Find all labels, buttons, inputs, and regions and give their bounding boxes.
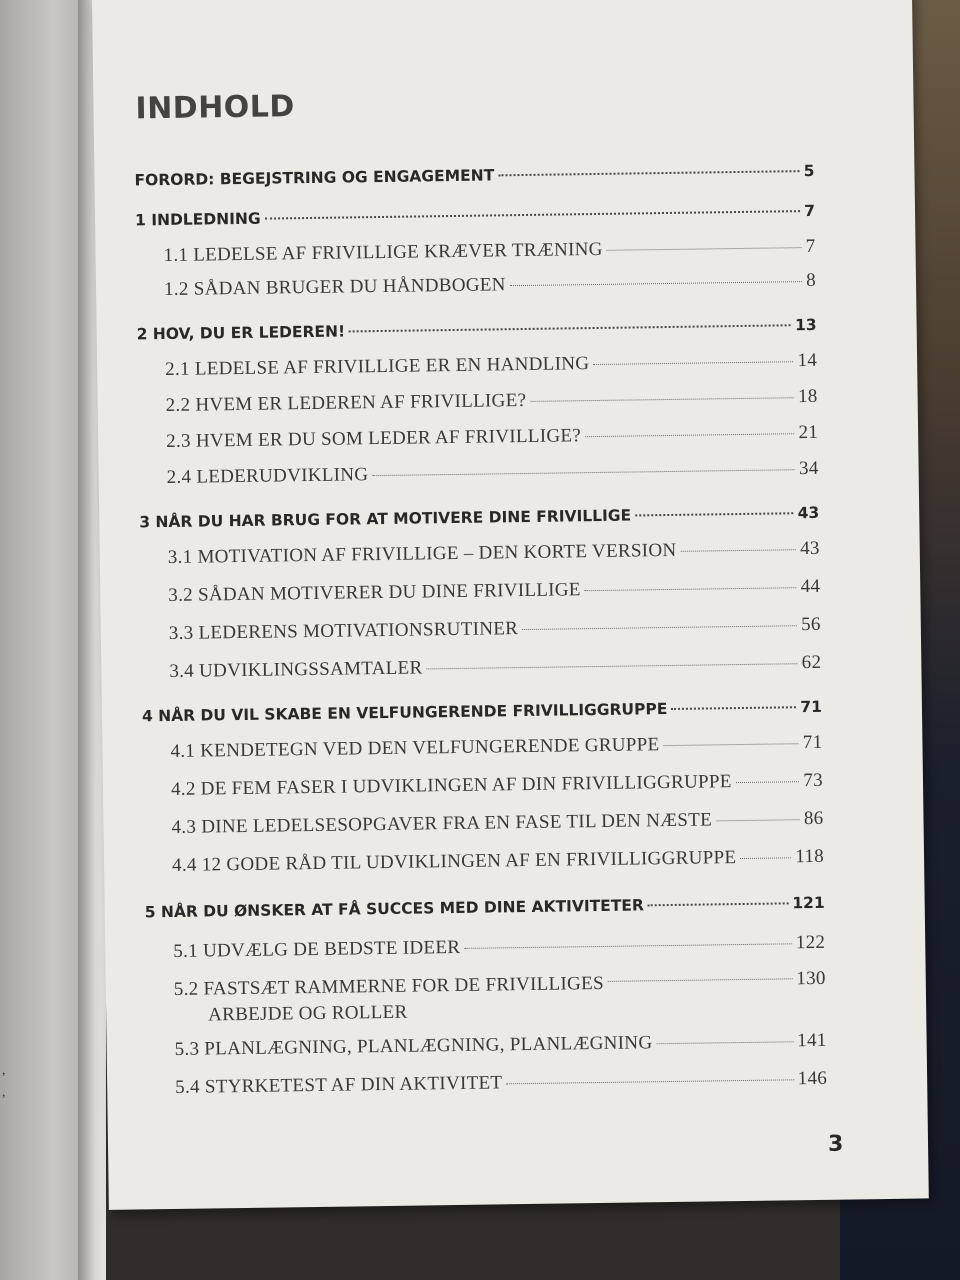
left-page-fragment-line: , <box>2 1063 6 1078</box>
dot-leader <box>635 512 794 516</box>
toc-entry-label: 4.3 DINE LEDELSESOPGAVER FRA EN FASE TIL DEN NÆSTE <box>171 809 713 838</box>
toc-entry-page: 56 <box>801 613 821 636</box>
toc-entry-label: 1.1 LEDELSE AF FRIVILLIGE KRÆVER TRÆNING <box>163 238 603 267</box>
toc-entry-section-3-1 <box>168 538 820 569</box>
toc-entry-page: 18 <box>797 385 818 408</box>
toc-entry-chapter-3 <box>139 504 819 531</box>
toc-entry-label: FORORD: BEGEJSTRING OG ENGAGEMENT <box>134 166 495 190</box>
toc-entry-label: 4.2 DE FEM FASER I UDVIKLINGEN AF DIN FRIVILLIGGRUPPE <box>170 771 732 800</box>
toc-entry-page: 14 <box>797 349 818 372</box>
dot-leader <box>736 781 800 783</box>
toc-entry-page: 118 <box>795 845 825 868</box>
toc-entry-section-5-1 <box>173 932 825 963</box>
dot-leader <box>740 857 791 859</box>
dot-leader <box>464 943 792 949</box>
page-title: INDHOLD <box>135 89 296 127</box>
toc-entry-label: 2.4 LEDERUDVIKLING <box>166 464 369 489</box>
toc-entry-page: 8 <box>806 269 817 292</box>
left-page-fragment-line: , <box>2 1085 6 1100</box>
toc-entry-page: 5 <box>803 161 815 181</box>
dot-leader <box>593 361 793 365</box>
toc-entry-label: 3.2 SÅDAN MOTIVERER DU DINE FRIVILLIGE <box>168 579 581 606</box>
toc-entry-section-5-2 <box>174 968 827 1029</box>
toc-entry-section-2-4 <box>167 458 819 489</box>
toc-entry-label: 2 HOV, DU ER LEDEREN! <box>136 322 346 344</box>
dot-leader <box>716 819 800 821</box>
toc-entry-section-3-3 <box>169 614 821 645</box>
toc-entry-page: 71 <box>800 697 823 717</box>
toc-entry-section-4-2 <box>171 770 823 801</box>
toc-entry-page: 122 <box>795 931 826 954</box>
toc-entry-chapter-1 <box>135 202 815 229</box>
dot-leader <box>648 902 788 906</box>
toc-entry-label: 2.1 LEDELSE AF FRIVILLIGE ER EN HANDLING <box>165 353 590 381</box>
toc-entry-label: 3.3 LEDERENS MOTIVATIONSRUTINER <box>168 618 519 644</box>
toc-entry-section-5-4 <box>175 1068 827 1099</box>
toc-entry-section-2-2 <box>166 386 818 417</box>
table-of-contents <box>134 161 828 1098</box>
toc-entry-page: 71 <box>802 731 823 754</box>
toc-entry-label: 2.3 HVEM ER DU SOM LEDER AF FRIVILLIGE? <box>166 425 582 453</box>
book-page <box>92 0 929 1210</box>
toc-entry-label: 3.1 MOTIVATION AF FRIVILLIGE – DEN KORTE VERSION <box>167 539 677 568</box>
dot-leader <box>372 469 795 476</box>
toc-entry-label-line: ARBEJDE OG ROLLER <box>208 1001 408 1026</box>
toc-entry-page: 141 <box>797 1029 827 1052</box>
page-number: 3 <box>827 1131 844 1157</box>
dot-leader <box>585 433 794 437</box>
toc-entry-section-3-2 <box>168 576 820 607</box>
toc-entry-label: 5 NÅR DU ØNSKER AT FÅ SUCCES MED DINE AKTIVITETER <box>144 896 645 922</box>
dot-leader <box>656 1041 793 1044</box>
toc-entry-section-2-3 <box>166 422 818 453</box>
dot-leader <box>510 281 802 286</box>
toc-entry-page: 43 <box>797 503 820 523</box>
toc-entry-section-1-1 <box>163 236 815 267</box>
toc-entry-label: 2.2 HVEM ER LEDEREN AF FRIVILLIGE? <box>165 389 527 417</box>
toc-entry-page: 21 <box>798 421 819 444</box>
toc-entry-chapter-2 <box>137 316 817 343</box>
toc-entry-label: 3.4 UDVIKLINGSSAMTALER <box>169 657 423 682</box>
dot-leader <box>607 247 802 251</box>
toc-entry-page: 86 <box>803 807 824 830</box>
toc-entry-label: 5.1 UDVÆLG DE BEDSTE IDEER <box>173 936 461 962</box>
dot-leader <box>608 978 792 982</box>
toc-entry-page: 34 <box>798 457 819 480</box>
toc-entry-label: 5.3 PLANLÆGNING, PLANLÆGNING, PLANLÆGNING <box>174 1032 653 1060</box>
toc-entry-section-4-4 <box>172 846 824 877</box>
dot-leader <box>663 743 798 746</box>
toc-entry-label: 1 INDLEDNING <box>134 209 261 230</box>
dot-leader <box>265 210 801 219</box>
toc-entry-label: 4.1 KENDETEGN VED DEN VELFUNGERENDE GRUPPE <box>170 734 660 762</box>
toc-entry-page: 43 <box>799 537 820 560</box>
toc-entry-section-4-3 <box>171 808 823 839</box>
toc-entry-label: 3 NÅR DU HAR BRUG FOR AT MOTIVERE DINE FRIVILLIGE <box>139 506 632 532</box>
toc-entry-page: 121 <box>792 893 825 913</box>
toc-entry-page: 44 <box>800 575 821 598</box>
dot-leader <box>522 625 797 630</box>
dot-leader <box>671 706 796 710</box>
dot-leader <box>349 324 791 332</box>
toc-entry-chapter-4 <box>142 698 822 725</box>
toc-entry-page: 7 <box>805 235 816 258</box>
dot-leader <box>585 587 797 591</box>
left-page-text-fragment <box>2 1060 6 1104</box>
dot-leader <box>530 397 794 402</box>
dot-leader <box>506 1079 793 1084</box>
toc-entry-label: 4 NÅR DU VIL SKABE EN VELFUNGERENDE FRIVILLIGGRUPPE <box>141 700 668 726</box>
dot-leader <box>498 170 799 176</box>
dot-leader <box>427 663 798 669</box>
toc-entry-label-line: 5.2 FASTSÆT RAMMERNE FOR DE FRIVILLIGES <box>173 972 605 1000</box>
toc-entry-label: 4.4 12 GODE RÅD TIL UDVIKLINGEN AF EN FRIVILLIGGRUPPE <box>171 847 737 876</box>
toc-entry-section-1-2 <box>164 270 816 301</box>
toc-entry-page: 130 <box>796 967 826 990</box>
toc-entry-page: 13 <box>794 315 817 335</box>
toc-entry-section-4-1 <box>170 732 822 763</box>
toc-entry-section-2-1 <box>165 350 817 381</box>
toc-entry-foreword <box>134 162 814 189</box>
toc-entry-label: 5.4 STYRKETEST AF DIN AKTIVITET <box>175 1072 503 1098</box>
toc-entry-label <box>174 971 605 1029</box>
toc-entry-section-5-3 <box>175 1030 827 1061</box>
toc-entry-chapter-5 <box>145 894 825 921</box>
toc-entry-label: 1.2 SÅDAN BRUGER DU HÅNDBOGEN <box>163 274 506 301</box>
left-page <box>0 0 90 1280</box>
toc-entry-page: 146 <box>797 1067 828 1090</box>
dot-leader <box>680 549 796 552</box>
toc-entry-page: 73 <box>803 769 824 792</box>
toc-entry-page: 7 <box>804 201 816 221</box>
toc-entry-section-3-4 <box>169 652 821 683</box>
toc-entry-page: 62 <box>801 651 822 674</box>
